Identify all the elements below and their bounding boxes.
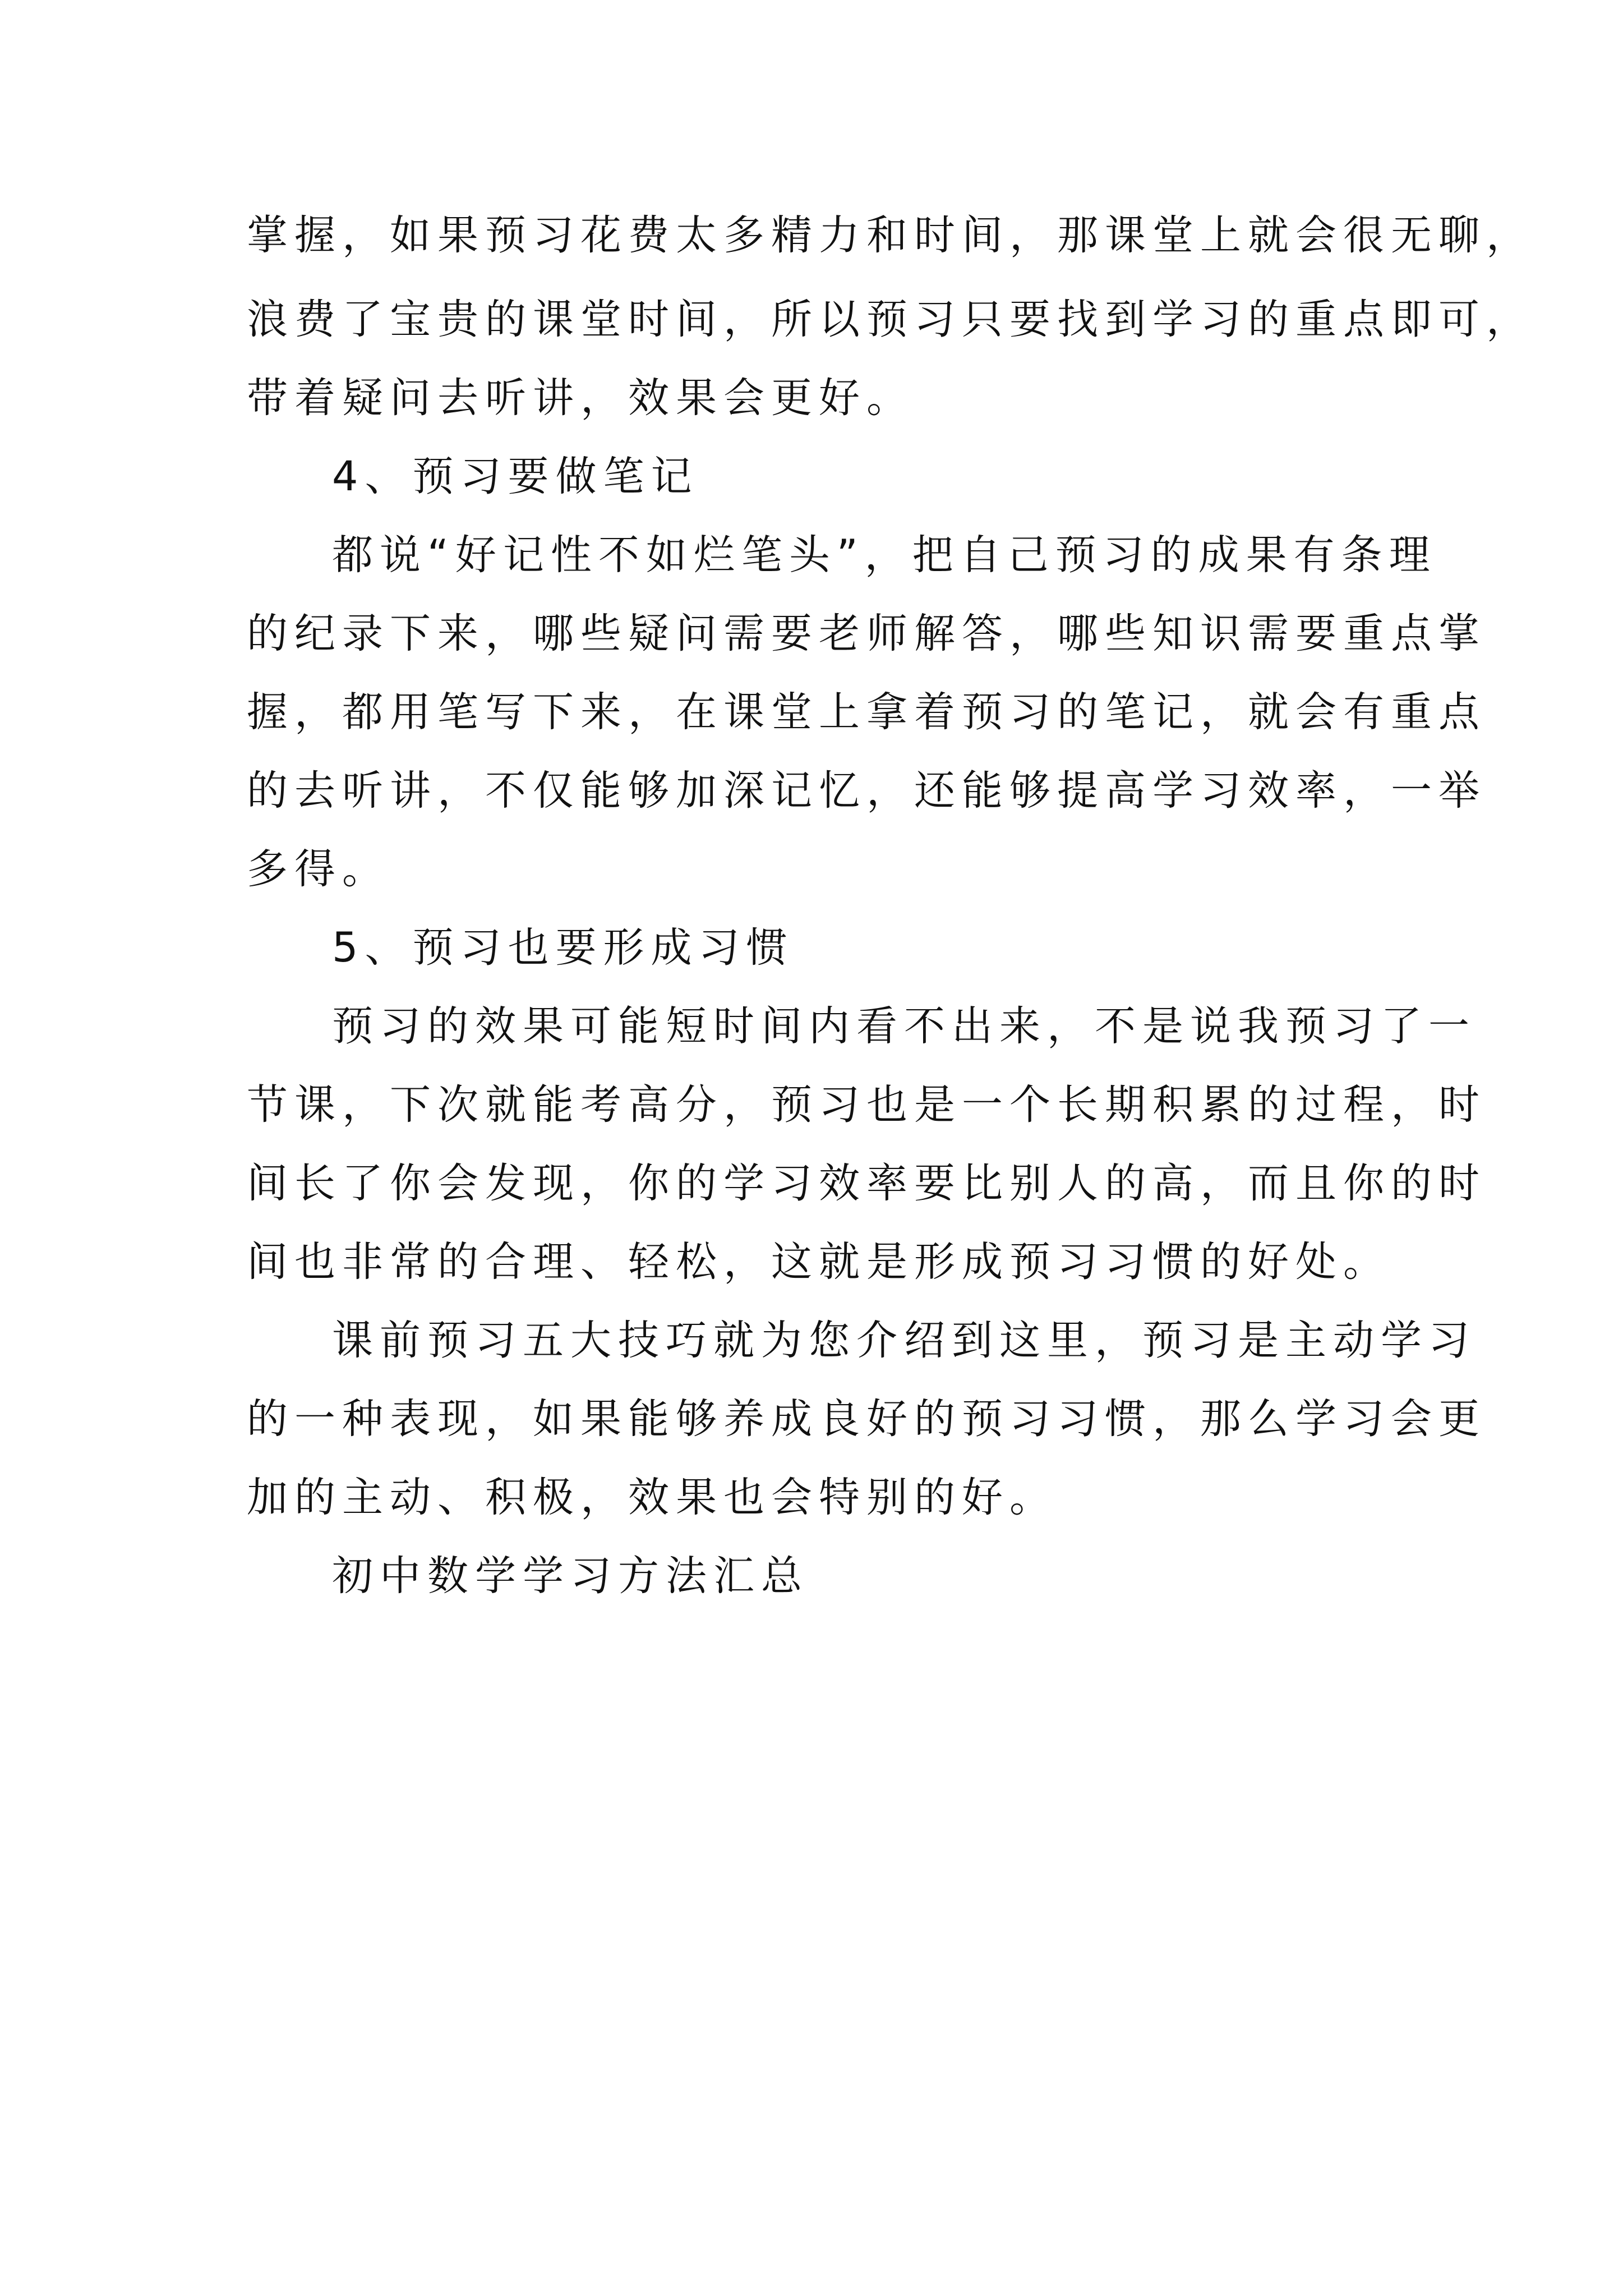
paragraph-line: 加的主动、积极，效果也会特别的好。 bbox=[247, 1474, 1057, 1521]
paragraph-line: 带着疑问去听讲，效果会更好。 bbox=[247, 374, 914, 422]
paragraph-line: 间长了你会发现，你的学习效率要比别人的高，而且你的时 bbox=[247, 1159, 1486, 1207]
paragraph-line: 掌握，如果预习花费太多精力和时间，那课堂上就会很无聊， bbox=[247, 211, 1534, 259]
paragraph-line: 都说“好记性不如烂笔头”，把自己预习的成果有条理 bbox=[332, 531, 1437, 579]
paragraph-line: 的一种表现，如果能够养成良好的预习习惯，那么学习会更 bbox=[247, 1395, 1486, 1443]
paragraph-line: 多得。 bbox=[247, 845, 390, 893]
section-heading: 4、预习要做笔记 bbox=[332, 453, 699, 500]
section-title: 初中数学学习方法汇总 bbox=[332, 1552, 809, 1600]
paragraph-line: 握，都用笔写下来，在课堂上拿着预习的笔记，就会有重点 bbox=[247, 688, 1486, 736]
paragraph-line: 的去听讲，不仅能够加深记忆，还能够提高学习效率，一举 bbox=[247, 767, 1486, 815]
paragraph-line: 间也非常的合理、轻松，这就是形成预习习惯的好处。 bbox=[247, 1238, 1391, 1286]
paragraph-line: 的纪录下来，哪些疑问需要老师解答，哪些知识需要重点掌 bbox=[247, 610, 1486, 657]
paragraph-line: 课前预习五大技巧就为您介绍到这里，预习是主动学习 bbox=[332, 1317, 1476, 1364]
paragraph-line: 浪费了宝贵的课堂时间，所以预习只要找到学习的重点即可， bbox=[247, 296, 1534, 343]
paragraph-line: 节课，下次就能考高分，预习也是一个长期积累的过程，时 bbox=[247, 1081, 1486, 1129]
section-heading: 5、预习也要形成习惯 bbox=[332, 924, 794, 972]
paragraph-line: 预习的效果可能短时间内看不出来，不是说我预习了一 bbox=[332, 1002, 1476, 1050]
